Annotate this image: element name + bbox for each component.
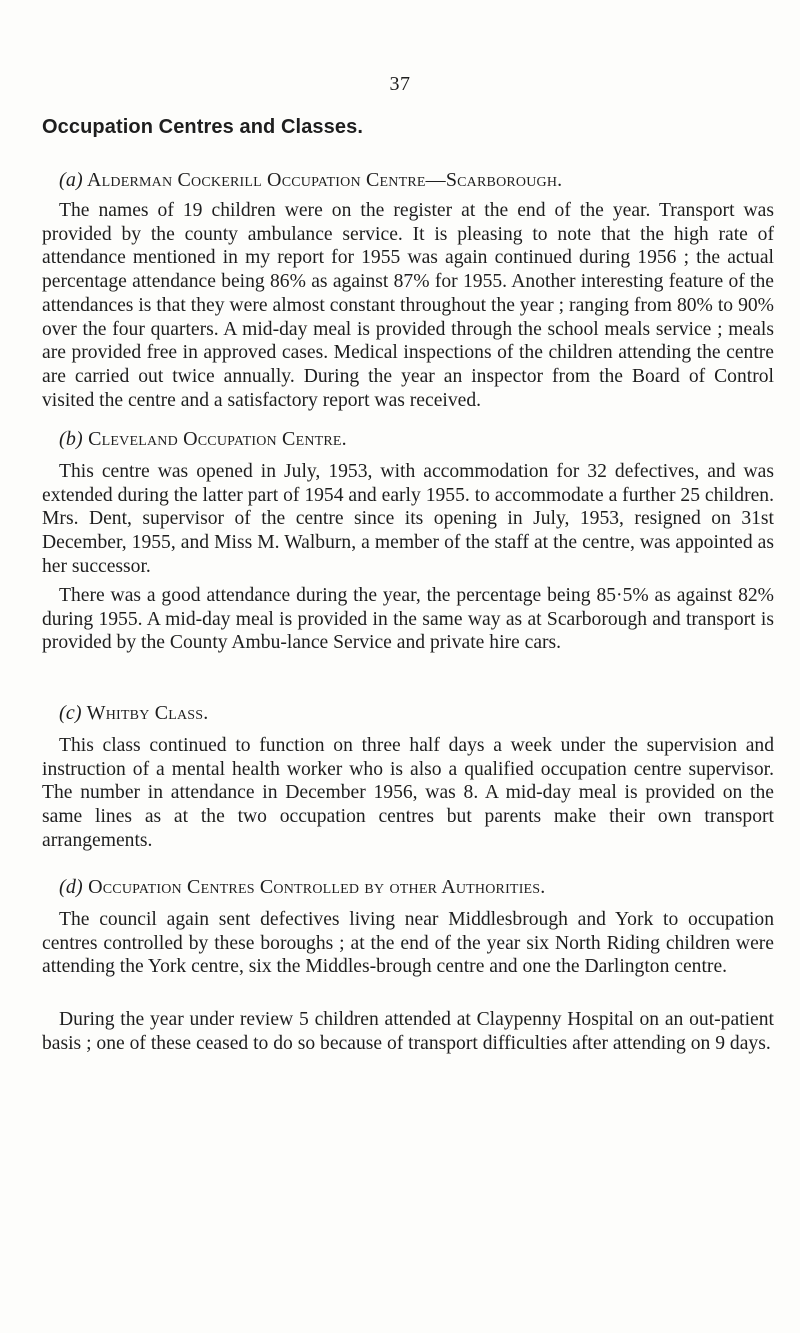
section-a-paragraph-1: The names of 19 children were on the register at the end of the year. Transport was provided by the county ambulance service. It is pleasing to note that the high rate of attendance mentioned in my report for 1955 was again continued during 1956 ; the actual percentage attendance being 86% as against 87% for 1955. Another interesting feature of the attendances is that they were almost constant throughout the year ; ranging from 80% to 90% over the four quarters. A mid-day meal is provided through the school meals service ; meals are provided free in approved cases. Medical inspections of the children attending the centre are carried out twice annually. During the year an inspector from the Board of Control visited the centre and a satisfactory report was received. (42, 200, 774, 411)
section-d-paragraph-2: During the year under review 5 children attended at Claypenny Hospital on an out-patient basis ; one of these ceased to do so because of transport difficulties after attending on 9 days. (42, 1009, 774, 1054)
section-b-paragraph-1: This centre was opened in July, 1953, with accommodation for 32 defectives, and was extended during the latter part of 1954 and early 1955. to accommodate a further 25 children. Mrs. Dent, supervisor of the centre since its opening in July, 1953, resigned on 31st December, 1955, and Miss M. Walburn, a member of the staff at the centre, was appointed as her successor. (42, 461, 774, 577)
section-d-paragraph-1: The council again sent defectives living near Middlesbrough and York to occupation centres controlled by these boroughs ; at the end of the year six North Riding children were attending the York centre, six the Middles-brough centre and one the Darlington centre. (42, 909, 774, 978)
section-b-title (59, 428, 347, 451)
section-c-letter: (c) (59, 702, 82, 724)
section-a-letter: (a) (59, 169, 83, 191)
section-b-title-text: Cleveland Occupation Centre. (88, 428, 347, 450)
page-number: 37 (389, 73, 411, 95)
section-d-title-text: Occupation Centres Controlled by other Authorities. (88, 876, 546, 898)
section-a-title (59, 169, 562, 192)
section-d-letter: (d) (59, 876, 83, 898)
section-c-title (59, 702, 208, 725)
section-c-title-text: Whitby Class. (86, 702, 209, 724)
section-b-paragraph-2: There was a good attendance during the year, the percentage being 85·5% as against 82% during 1955. A mid-day meal is provided in the same way as at Scarborough and transport is provided by the County Ambu-lance Service and private hire cars. (42, 585, 774, 654)
page-heading: Occupation Centres and Classes. (42, 116, 363, 138)
section-d-title (59, 876, 546, 899)
section-b-letter: (b) (59, 428, 83, 450)
section-c-paragraph-1: This class continued to function on three half days a week under the supervision and instruction of a mental health worker who is also a qualified occupation centre supervisor. The number in attendance in December 1956, was 8. A mid-day meal is provided on the same lines as at the two occupation centres but parents make their own transport arrangements. (42, 735, 774, 851)
section-a-title-text: Alderman Cockerill Occupation Centre—Scarborough. (87, 169, 563, 191)
